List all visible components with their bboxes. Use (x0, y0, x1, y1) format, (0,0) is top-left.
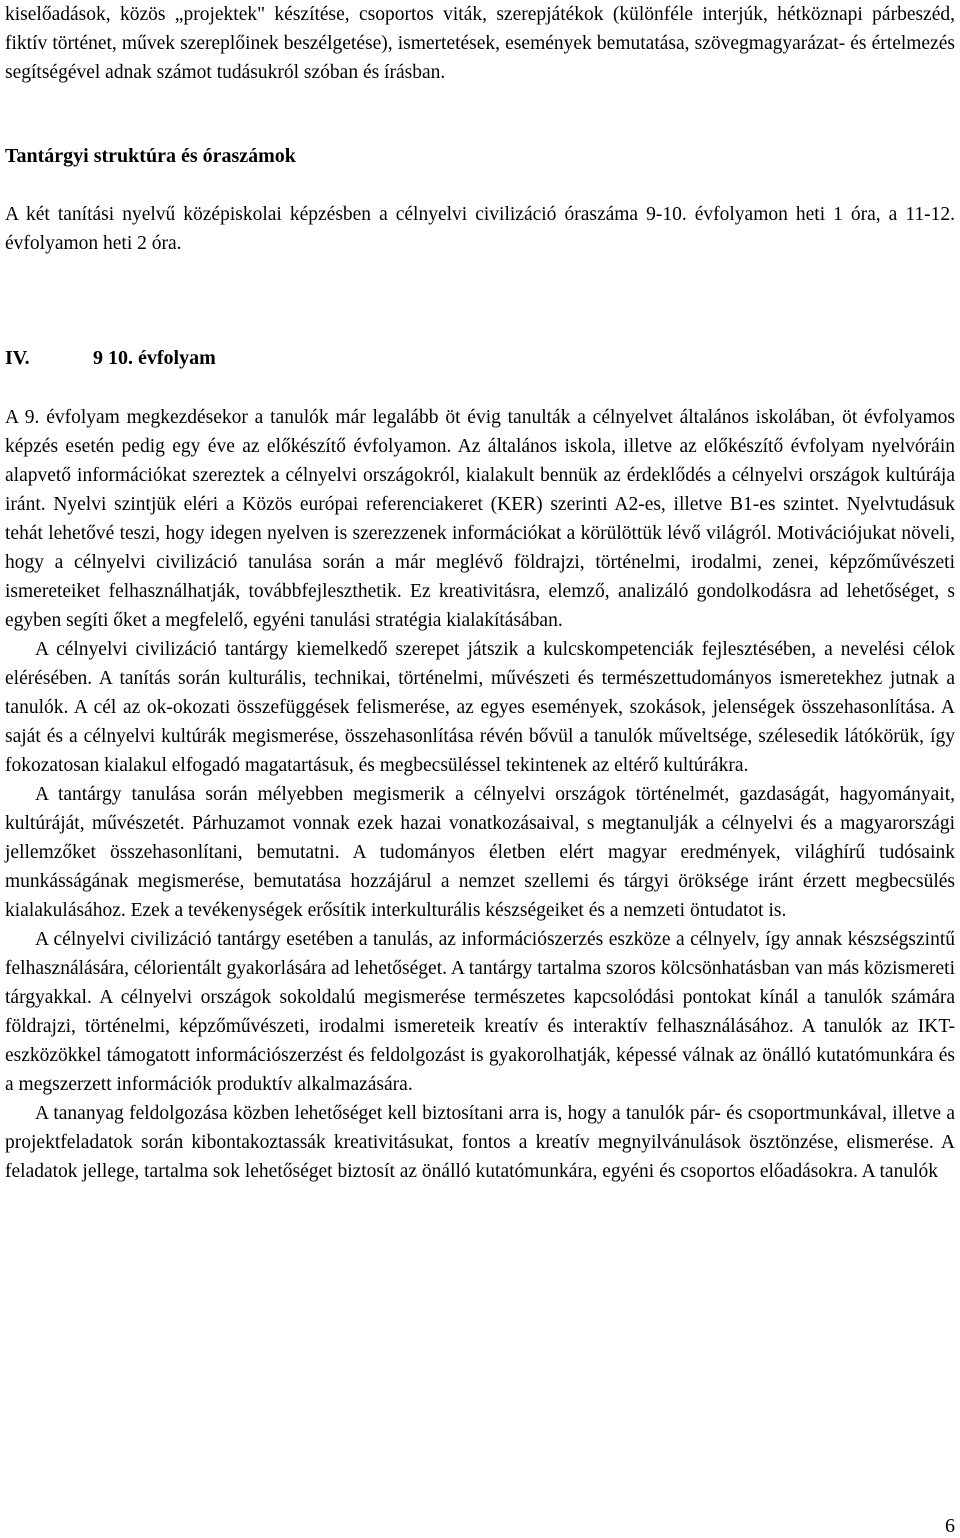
section-heading (5, 344, 216, 373)
body-paragraph-1: A 9. évfolyam megkezdésekor a tanulók már legalább öt évig tanulták a célnyelvet általános iskolában, öt évfolyamos képzés esetén pedig egy éve az előkészítő évfolyamon. Az általános iskola, illetve az előkészítő évfolyam nyelvóráin alapvető információkat szereztek a célnyelvi országokról, kialakult bennük az érdeklődés a célnyelvi országok kultúrája iránt. Nyelvi szintjük eléri a Közös európai referenciakeret (KER) szerinti A2-es, illetve B1-es szintet. Nyelvtudásuk tehát lehetővé teszi, hogy idegen nyelven is szerezzenek információkat a körülöttük lévő világról. Motivációjukat növeli, hogy a célnyelvi civilizáció tanulása során a már meglévő földrajzi, történelmi, irodalmi, zenei, képzőművészeti ismereteiket felhasználhatják, továbbfejleszthetik. Ez kreativitásra, elemző, analizáló gondolkodásra ad lehetőséget, s egyben segíti őket a megfelelő, egyéni tanulási stratégia kialakításában. (5, 407, 955, 631)
structure-heading: Tantárgyi struktúra és óraszámok (5, 145, 296, 167)
section-body (5, 403, 955, 1186)
page-number: 6 (945, 1515, 955, 1537)
body-paragraph-2: A célnyelvi civilizáció tantárgy kiemelkedő szerepet játszik a kulcskompetenciák fejlesztésében, a nevelési célok elérésében. A tanítás során kulturális, technikai, történelmi, művészeti és természettudományos ismeretekhez jutnak a tanulók. A cél az ok-okozati összefüggések felismerése, az egyes események, szokások, jelenségek összehasonlítása. A saját és a célnyelvi kultúrák megismerése, összehasonlítása révén bővül a tanulók műveltsége, szélesedik látókörük, így fokozatosan kialakul elfogadó magatartásuk, és megbecsüléssel tekintenek az eltérő kultúrákra. (5, 639, 955, 776)
section-number: IV. (5, 347, 30, 369)
body-paragraph-4: A célnyelvi civilizáció tantárgy esetében a tanulás, az információszerzés eszköze a célnyelv, így annak készségszintű felhasználására, célorientált gyakorlására ad lehetőséget. A tantárgy tartalma szoros kölcsönhatásban van más közismereti tárgyakkal. A célnyelvi országok sokoldalú megismerése természetes kapcsolódási pontokat kínál a tanulók számára földrajzi, történelmi, képzőművészeti, irodalmi ismereteik kreatív és interaktív felhasználásához. A tanulók az IKT-eszközökkel támogatott információszerzést és feldolgozást is gyakorolhatják, képessé válnak az önálló kutatómunkára és a megszerzett információk produktív alkalmazására. (5, 929, 955, 1095)
intro-paragraph: kiselőadások, közös „projektek" készítése, csoportos viták, szerepjátékok (különféle interjúk, hétköznapi párbeszéd, fiktív történet, művek szereplőinek beszélgetése), ismertetések, események bemutatása, szövegmagyarázat- és értelmezés segítségével adnak számot tudásukról szóban és írásban. (5, 4, 955, 83)
body-paragraph-5: A tananyag feldolgozása közben lehetőséget kell biztosítani arra is, hogy a tanulók pár- és csoportmunkával, illetve a projektfeladatok során kibontakoztassák kreativitásukat, fontos a kreatív megnyilvánulások ösztönzése, elismerése. A feladatok jellege, tartalma sok lehetőséget biztosít az önálló kutatómunkára, egyéni és csoportos előadásokra. A tanulók (5, 1103, 955, 1182)
section-title: 9 10. évfolyam (93, 347, 216, 369)
body-paragraph-3: A tantárgy tanulása során mélyebben megismerik a célnyelvi országok történelmét, gazdaságát, hagyományait, kultúráját, művészetét. Párhuzamot vonnak ezek hazai vonatkozásaival, s megtanulják a célnyelvi és a magyarországi jellemzőket összehasonlítani, bemutatni. A tudományos életben elért magyar eredmények, világhírű tudósaink munkásságának megismerése, bemutatása hozzájárul a nemzet szellemi és tárgyi öröksége iránt érzett megbecsülés kialakulásához. Ezek a tevékenységek erősítik interkulturális készségeiket és a nemzeti öntudatot is. (5, 784, 955, 921)
structure-paragraph: A két tanítási nyelvű középiskolai képzésben a célnyelvi civilizáció óraszáma 9-10. évfolyamon heti 1 óra, a 11-12. évfolyamon heti 2 óra. (5, 204, 955, 254)
